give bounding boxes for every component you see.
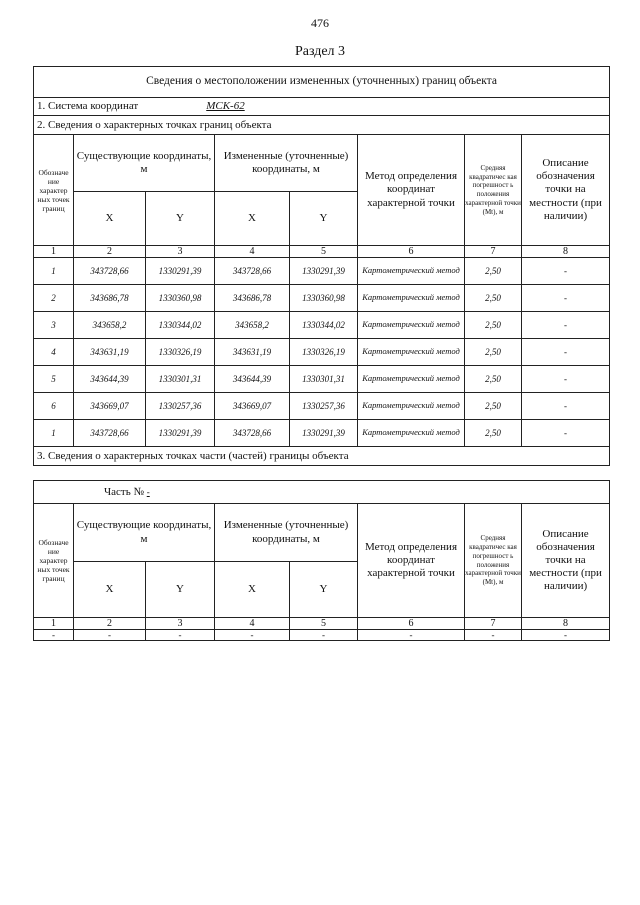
column-number: 1: [34, 618, 74, 630]
x-existing-cell: 343728,66: [74, 258, 146, 285]
error-cell: 2,50: [465, 285, 522, 312]
x-changed-cell: -: [215, 630, 290, 641]
point-number-cell: 6: [34, 393, 74, 420]
x-changed-cell: 343669,07: [215, 393, 290, 420]
error-cell: -: [465, 630, 522, 641]
method-cell: Картометрический метод: [358, 285, 465, 312]
error-cell: 2,50: [465, 420, 522, 447]
method-cell: Картометрический метод: [358, 258, 465, 285]
y-existing-header: Y: [146, 562, 215, 618]
point-number-cell: 4: [34, 339, 74, 366]
table-row: [34, 312, 610, 339]
x-existing-cell: 343631,19: [74, 339, 146, 366]
column-number: 8: [522, 618, 610, 630]
point-number-cell: 3: [34, 312, 74, 339]
column-number: 2: [74, 246, 146, 258]
part-row: [34, 481, 610, 504]
x-existing-cell: 343686,78: [74, 285, 146, 312]
y-changed-cell: 1330326,19: [290, 339, 358, 366]
column-numbers-row: [34, 618, 610, 630]
column-number: 4: [215, 246, 290, 258]
y-changed-cell: 1330360,98: [290, 285, 358, 312]
y-existing-cell: 1330360,98: [146, 285, 215, 312]
method-cell: Картометрический метод: [358, 366, 465, 393]
y-existing-cell: 1330326,19: [146, 339, 215, 366]
table-row: [34, 630, 610, 641]
boundary-table: [33, 66, 610, 466]
y-existing-cell: 1330301,31: [146, 366, 215, 393]
method-cell: -: [358, 630, 465, 641]
x-existing-cell: 343658,2: [74, 312, 146, 339]
point-number-cell: 5: [34, 366, 74, 393]
x-existing-cell: 343728,66: [74, 420, 146, 447]
y-changed-cell: 1330291,39: [290, 420, 358, 447]
y-changed-cell: -: [290, 630, 358, 641]
coord-system-label: 1. Система координат: [37, 100, 139, 113]
description-cell: -: [522, 258, 610, 285]
table-row: [34, 339, 610, 366]
x-existing-header: X: [74, 192, 146, 246]
y-changed-header: Y: [290, 562, 358, 618]
y-changed-cell: 1330291,39: [290, 258, 358, 285]
column-number: 6: [358, 618, 465, 630]
x-changed-cell: 343728,66: [215, 258, 290, 285]
designation-header: Обозначе ние характер ных точек границ: [34, 504, 74, 618]
page-number: 476: [311, 16, 329, 30]
y-changed-header: Y: [290, 192, 358, 246]
method-cell: Картометрический метод: [358, 393, 465, 420]
error-header: Средняя квадратичес кая погрешност ь положения характерной точки (Mt), м: [465, 504, 522, 618]
y-existing-cell: 1330291,39: [146, 420, 215, 447]
column-number: 3: [146, 618, 215, 630]
error-cell: 2,50: [465, 339, 522, 366]
column-number: 5: [290, 618, 358, 630]
error-cell: 2,50: [465, 258, 522, 285]
description-cell: -: [522, 630, 610, 641]
description-cell: -: [522, 285, 610, 312]
table-title: Сведения о местоположении измененных (уточненных) границ объекта: [34, 67, 610, 98]
error-header: Средняя квадратичес кая погрешност ь положения характерной точки (Mt), м: [465, 135, 522, 246]
existing-coords-header: Существующие координаты, м: [74, 135, 215, 192]
designation-header: Обозначе ние характер ных точек границ: [34, 135, 74, 246]
part-value: -: [146, 486, 150, 497]
x-changed-cell: 343644,39: [215, 366, 290, 393]
method-cell: Картометрический метод: [358, 312, 465, 339]
method-header: Метод определения координат характерной точки: [358, 504, 465, 618]
x-changed-cell: 343686,78: [215, 285, 290, 312]
column-number: 8: [522, 246, 610, 258]
description-cell: -: [522, 339, 610, 366]
column-number: 1: [34, 246, 74, 258]
changed-coords-header: Измененные (уточненные) координаты, м: [215, 135, 358, 192]
y-changed-cell: 1330301,31: [290, 366, 358, 393]
column-number: 5: [290, 246, 358, 258]
table-row: [34, 420, 610, 447]
column-number: 4: [215, 618, 290, 630]
point-number-cell: 1: [34, 420, 74, 447]
part-label: Часть №: [104, 485, 144, 498]
x-changed-cell: 343631,19: [215, 339, 290, 366]
y-existing-cell: 1330291,39: [146, 258, 215, 285]
y-existing-cell: 1330344,02: [146, 312, 215, 339]
error-cell: 2,50: [465, 393, 522, 420]
column-number: 3: [146, 246, 215, 258]
y-existing-cell: -: [146, 630, 215, 641]
description-header: Описание обозначения точки на местности (при наличии): [522, 504, 610, 618]
x-changed-header: X: [215, 192, 290, 246]
x-changed-cell: 343728,66: [215, 420, 290, 447]
point-number-cell: -: [34, 630, 74, 641]
section2-title: 2. Сведения о характерных точках границ объекта: [34, 116, 610, 135]
coord-system-row: [34, 98, 610, 116]
y-changed-cell: 1330257,36: [290, 393, 358, 420]
description-header: Описание обозначения точки на местности (при наличии): [522, 135, 610, 246]
x-changed-header: X: [215, 562, 290, 618]
error-cell: 2,50: [465, 312, 522, 339]
x-existing-cell: -: [74, 630, 146, 641]
coord-system-value: МСК-62: [206, 100, 245, 113]
y-changed-cell: 1330344,02: [290, 312, 358, 339]
method-header: Метод определения координат характерной точки: [358, 135, 465, 246]
method-cell: Картометрический метод: [358, 420, 465, 447]
column-number: 7: [465, 618, 522, 630]
section-title: Раздел 3: [294, 44, 346, 59]
y-existing-cell: 1330257,36: [146, 393, 215, 420]
column-number: 6: [358, 246, 465, 258]
x-existing-header: X: [74, 562, 146, 618]
column-number: 2: [74, 618, 146, 630]
column-number: 7: [465, 246, 522, 258]
table-row: [34, 258, 610, 285]
column-numbers-row: [34, 246, 610, 258]
description-cell: -: [522, 312, 610, 339]
description-cell: -: [522, 420, 610, 447]
point-number-cell: 2: [34, 285, 74, 312]
error-cell: 2,50: [465, 366, 522, 393]
point-number-cell: 1: [34, 258, 74, 285]
y-existing-header: Y: [146, 192, 215, 246]
table-row: [34, 285, 610, 312]
section3-title: 3. Сведения о характерных точках части (частей) границы объекта: [34, 447, 610, 466]
method-cell: Картометрический метод: [358, 339, 465, 366]
table-row: [34, 393, 610, 420]
x-existing-cell: 343644,39: [74, 366, 146, 393]
description-cell: -: [522, 366, 610, 393]
x-changed-cell: 343658,2: [215, 312, 290, 339]
changed-coords-header: Измененные (уточненные) координаты, м: [215, 504, 358, 562]
existing-coords-header: Существующие координаты, м: [74, 504, 215, 562]
x-existing-cell: 343669,07: [74, 393, 146, 420]
description-cell: -: [522, 393, 610, 420]
table-row: [34, 366, 610, 393]
part-table: [33, 480, 610, 641]
